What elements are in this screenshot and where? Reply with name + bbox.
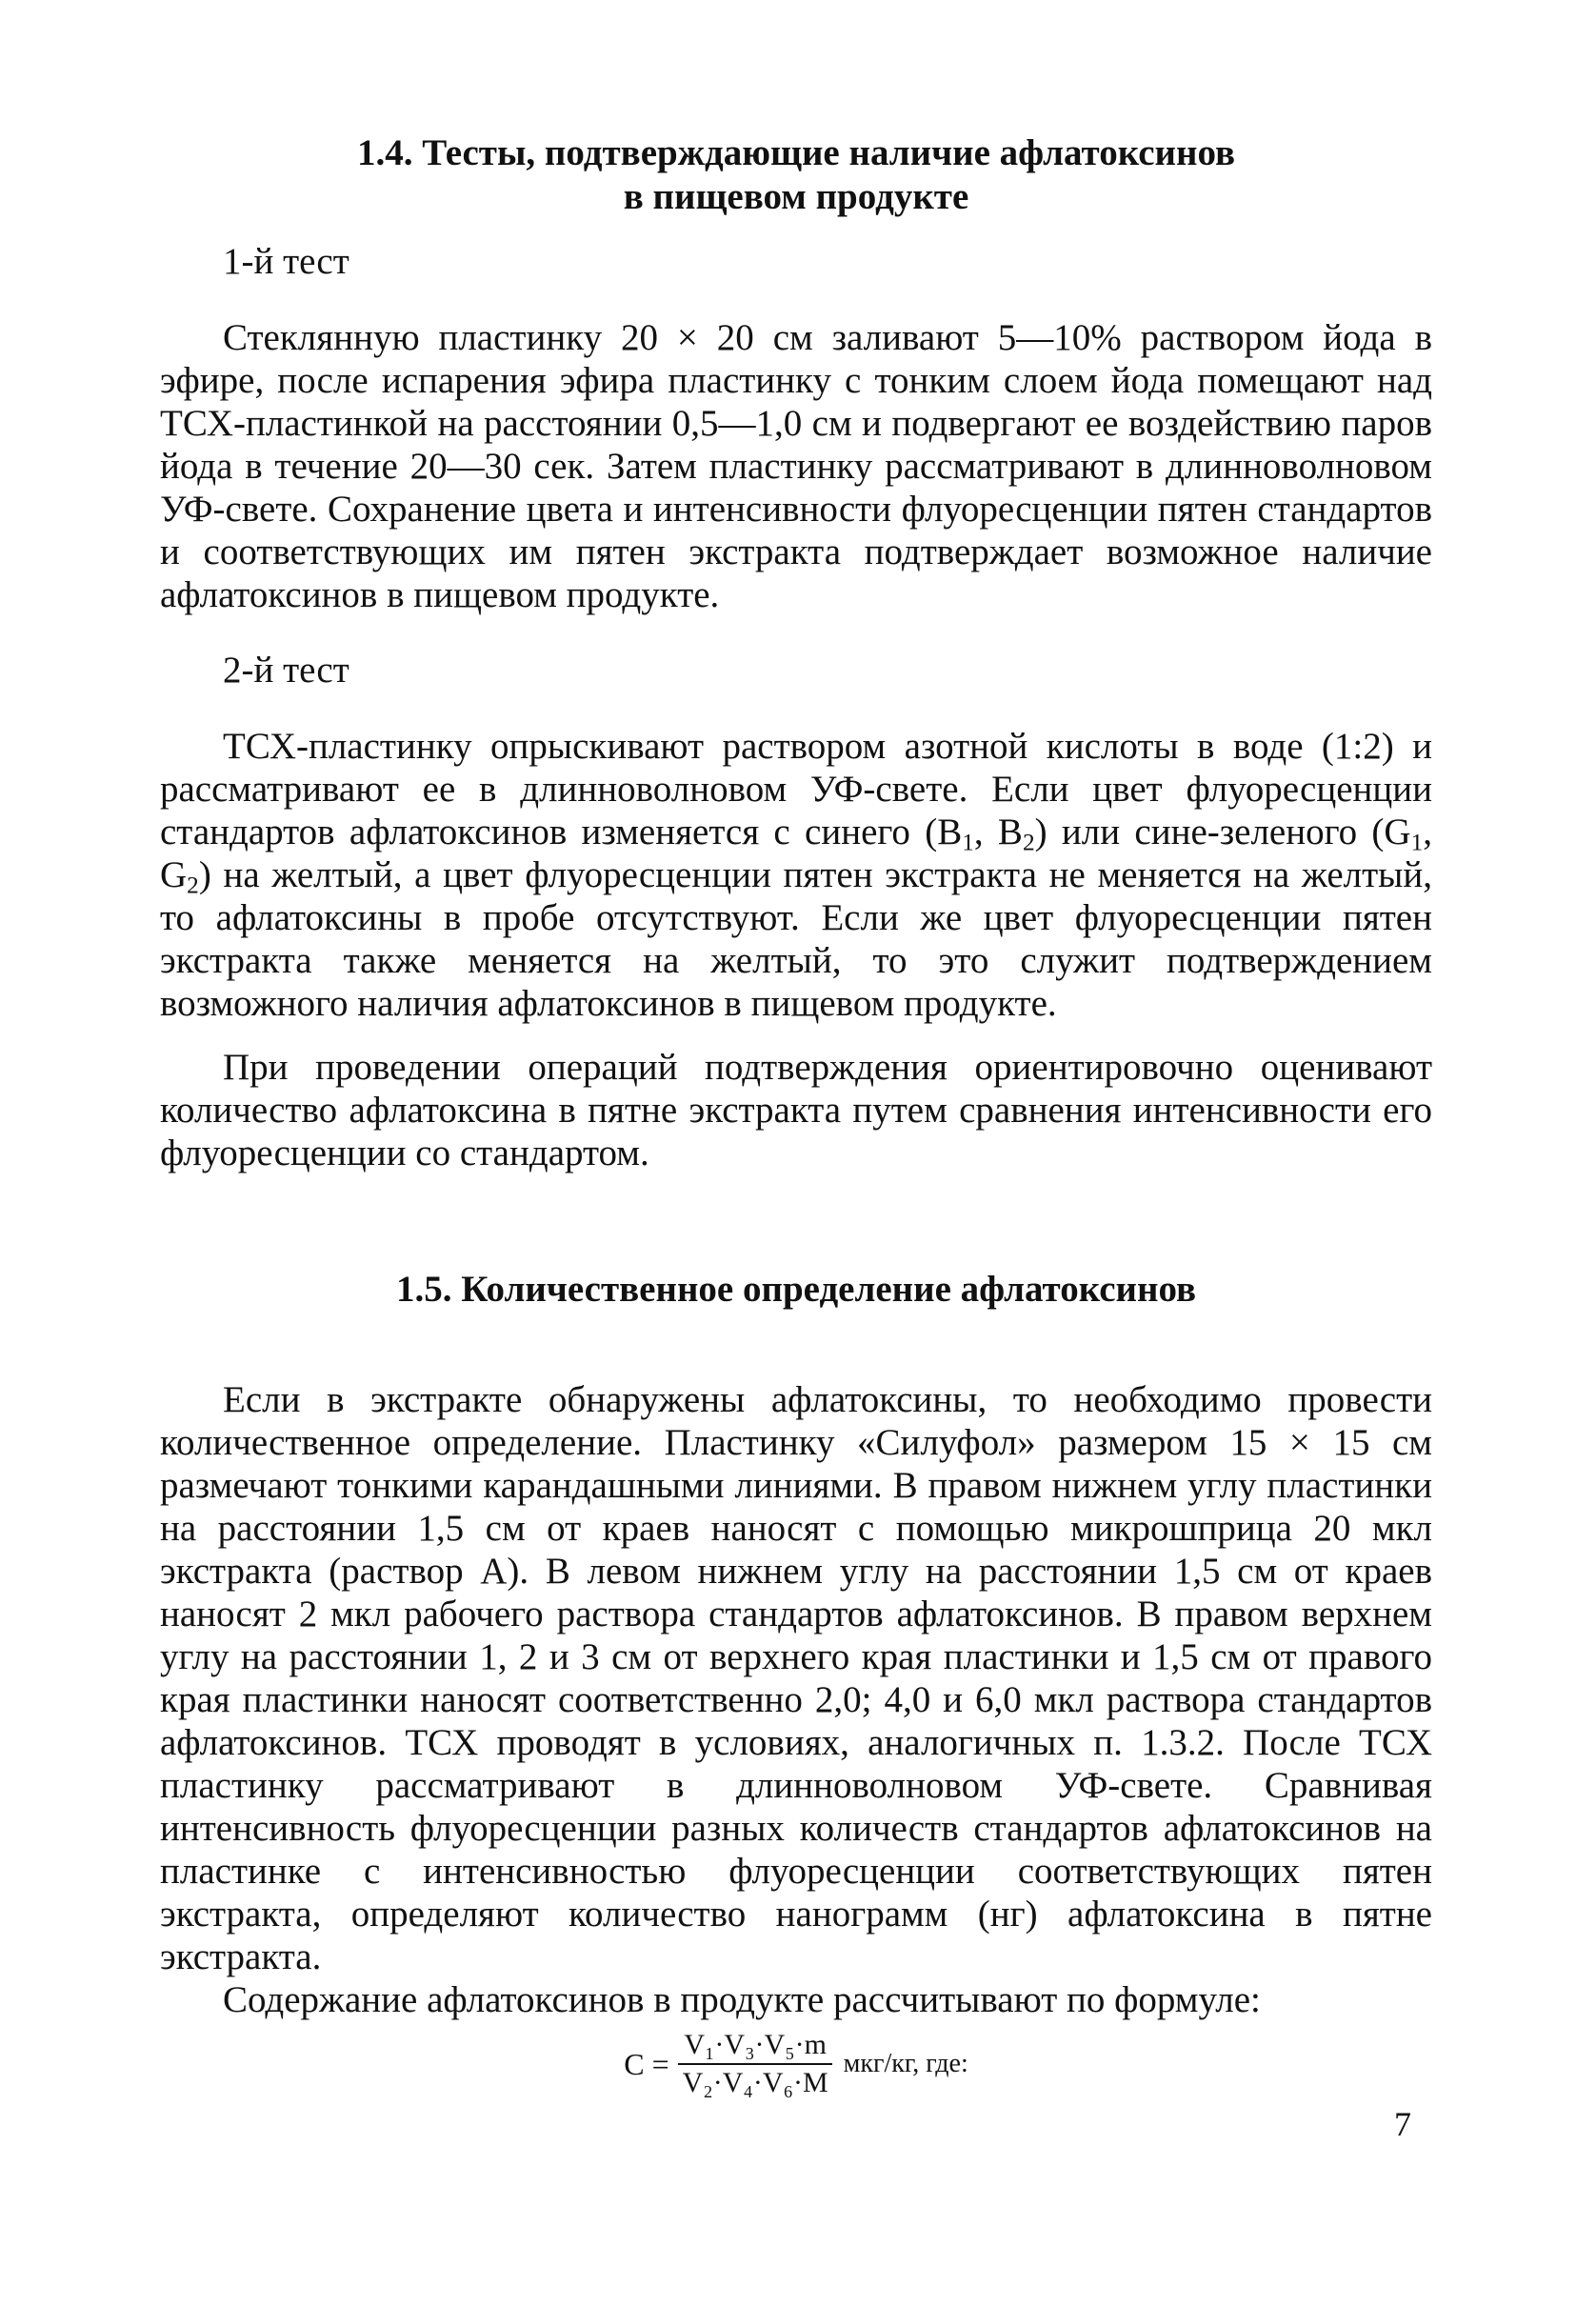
section-1-5-heading: 1.5. Количественное определение афлатоксинов <box>395 1269 1197 1310</box>
subscript-g1: 1 <box>1410 829 1424 856</box>
section-1-5-paragraph: Если в экстракте обнаружены афлатоксины, то необходимо провести количественное определение. Пластинку «Силуфол» размером 15 × 15 см размечают тонкими карандашными линиями. В правом нижнем углу пластинки на расстоянии 1,5 см от краев наносят с помощью микрошприца 20 мкл экстракта (раствор А). В левом нижнем углу на расстоянии 1,5 см от краев наносят 2 мкл рабочего раствора стандартов афлатоксинов. В правом верхнем углу на расстоянии 1, 2 и 3 см от верхнего края пластинки и 1,5 см от правого края пластинки наносят соответственно 2,0; 4,0 и 6,0 мкл раствора стандартов афлатоксинов. ТСХ проводят в условиях, аналогичных п. 1.3.2. После ТСХ пластинку рассматривают в длинноволновом УФ-свете. Сравнивая интенсивность флуоресценции разных количеств стандартов афлатоксинов на пластинке с интенсивностью флуоресценции соответствующих пятен экстракта, определяют количество нанограмм (нг) афлатоксина в пятне экстракта. <box>160 1379 1432 1977</box>
section-1-4-title-line2: в пищевом продукте <box>623 176 969 217</box>
page-number: 7 <box>1394 2105 1411 2143</box>
test1-paragraph: Стеклянную пластинку 20 × 20 см заливают 5—10% раствором йода в эфире, после испарения эфира пластинку с тонким слоем йода помещают над ТСХ-пластинкой на расстоянии 0,5—1,0 см и подвергают ее воздействию паров йода в течение 20—30 сек. Затем пластинку рассматривают в длинноволновом УФ-свете. Сохранение цвета и интенсивности флуоресценции пятен стандартов и соответствующих им пятен экстракта подтверждает возможное наличие афлатоксинов в пищевом продукте. <box>160 317 1432 615</box>
subscript-b2: 2 <box>1022 829 1035 856</box>
formula-intro: Содержание афлатоксинов в продукте рассчитывают по формуле: <box>223 1979 1261 2020</box>
aflatoxin-formula <box>160 2029 1432 2099</box>
test2-text-e: ) на желтый, а цвет флуоресценции пятен экстракта не меняется на желтый, то афлатоксины в пробе отсутствуют. Если же цвет флуоресценции пятен экстракта также меняется на желтый, то это служит подтверждением возможного наличия афлатоксинов в пищевом продукте. <box>160 854 1432 1024</box>
test2-text-c: ) или сине-зеленого (G <box>1034 812 1411 852</box>
page-content <box>160 131 1432 2099</box>
test2-paragraph <box>160 725 1432 1025</box>
formula-fraction <box>677 2029 834 2099</box>
section-1-4-title-line1: 1.4. Тесты, подтверждающие наличие афлатоксинов <box>356 132 1236 173</box>
test2-paragraph-2: При проведении операций подтверждения ориентировочно оценивают количество афлатоксина в пятне экстракта путем сравнения интенсивности его флуоресценции со стандартом. <box>160 1047 1432 1173</box>
formula-units: мкг/кг, где: <box>843 2049 968 2078</box>
subscript-b1: 1 <box>962 829 974 856</box>
test2-text-a: ТСХ-пластинку опрыскивают раствором азотной кислоты в воде (1:2) и рассматривают ее в длинноволновом УФ-свете. Если цвет флуоресценции стандартов афлатоксинов изменяется с синего (B <box>160 726 1432 852</box>
section-1-4-heading <box>160 131 1432 219</box>
test2-label: 2-й тест <box>223 650 349 691</box>
subscript-g2: 2 <box>187 872 199 899</box>
formula-lhs: C = <box>624 2046 669 2081</box>
test1-label: 1-й тест <box>223 241 349 282</box>
formula-numerator: V₁·V₃·V₅·m <box>678 2029 832 2065</box>
formula-denominator: V₂·V₄·V₆·M <box>682 2067 828 2098</box>
test2-text-b: , B <box>973 812 1023 852</box>
test2-text-d: , G <box>160 812 1433 895</box>
